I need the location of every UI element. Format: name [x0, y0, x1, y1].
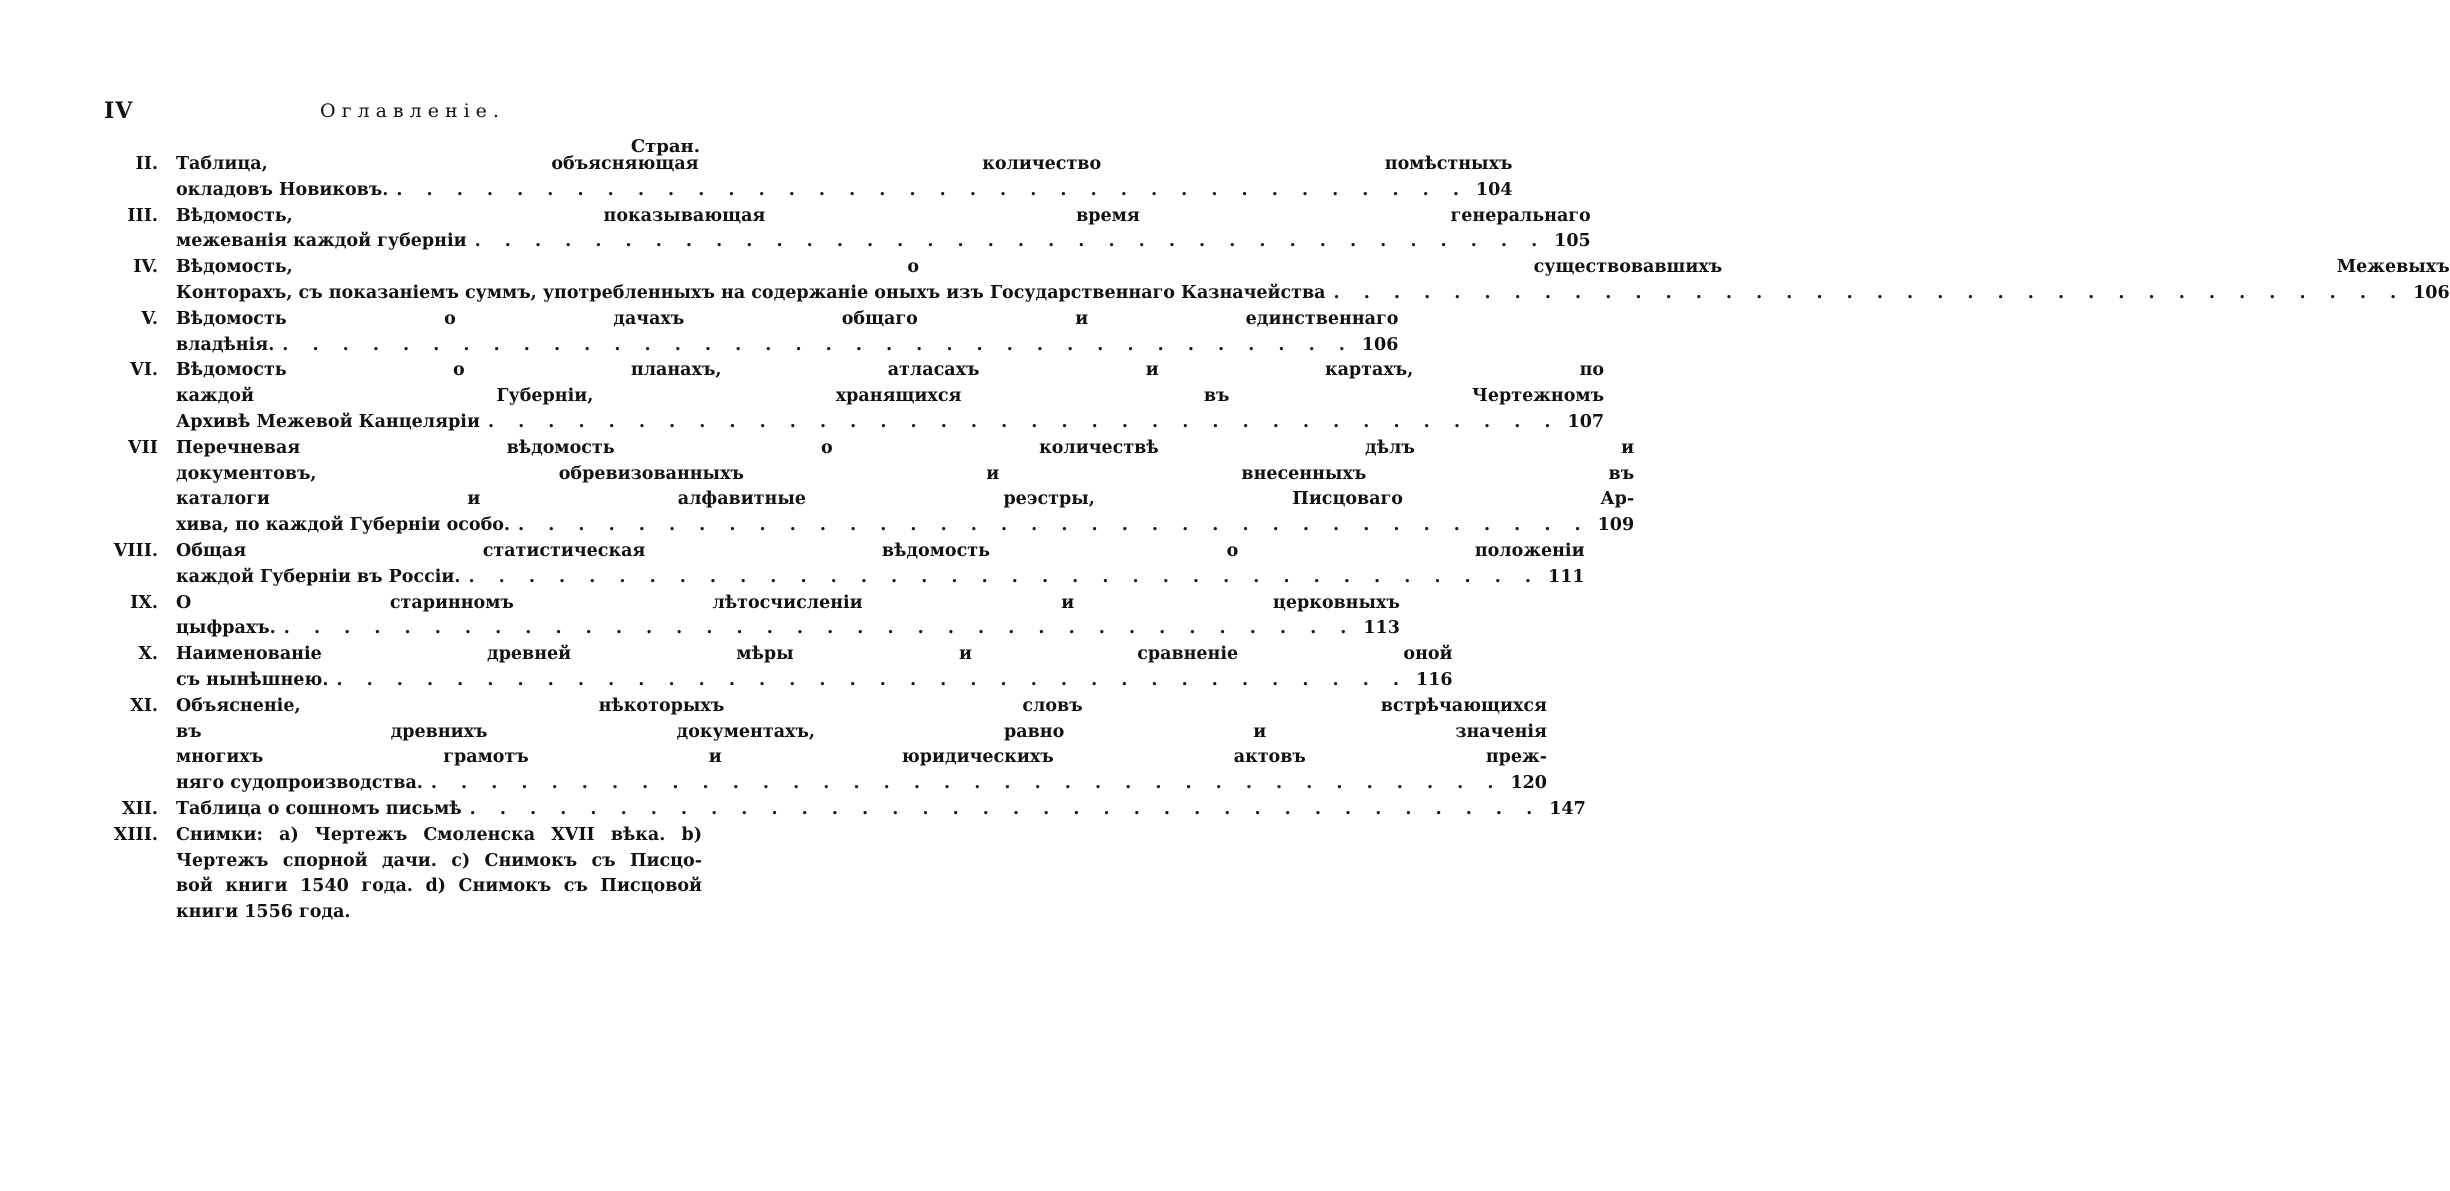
- entry-body: [176, 152, 1512, 204]
- entry-text: цыфрахъ.: [176, 618, 276, 639]
- entry-text-line: документовъ, обревизованныхъ и внесенныхъ въ: [176, 463, 1635, 484]
- entry-text: хива, по каждой Губерніи особо.: [176, 515, 511, 536]
- entry-text-line: многихъ грамотъ и юридическихъ актовъ преж-: [176, 747, 1547, 768]
- entry-number: XII.: [121, 798, 158, 819]
- entry-page-number: 104: [1475, 179, 1513, 200]
- toc-entry: [100, 642, 1453, 694]
- toc-entry: [100, 358, 1605, 435]
- entry-text-line: вой книги 1540 года. d) Снимокъ съ Писцовой: [176, 876, 702, 897]
- entry-number: IV.: [133, 257, 158, 278]
- entry-body: [176, 823, 702, 926]
- entry-text-line: Вѣдомость, показывающая время генеральнаго: [176, 205, 1591, 226]
- entry-body: [176, 358, 1604, 435]
- entry-text: Конторахъ, съ показаніемъ суммъ, употребленныхъ на содержаніе оныхъ изъ Государственнаго Казначейства: [176, 282, 1326, 303]
- entry-text: владѣнія.: [176, 334, 275, 355]
- entry-number: VIII.: [113, 540, 158, 561]
- entry-text-line: каждой Губерніи, хранящихся въ Чертежномъ: [176, 386, 1605, 407]
- page-column-label: Стран.: [630, 136, 700, 157]
- entry-page-number: 147: [1549, 798, 1586, 819]
- entry-text-line: Общая статистическая вѣдомость о положеніи: [176, 540, 1585, 561]
- entry-last-line: [176, 281, 2450, 307]
- entry-text: межеванія каждой губерніи: [176, 231, 467, 252]
- entry-last-line: [176, 668, 1453, 694]
- entry-body: [176, 307, 1398, 359]
- entry-page-number: 106: [1361, 334, 1399, 355]
- entry-text-line: Перечневая вѣдомость о количествѣ дѣлъ и: [176, 437, 1635, 458]
- entry-body: [176, 436, 1634, 539]
- entry-text: съ нынѣшнею.: [176, 669, 329, 690]
- dot-leader: . . . . . . . . . . . . . . . . . . . . . . . . . . . . . . . . . . . .: [282, 334, 1354, 355]
- entry-last-line: [176, 178, 1512, 204]
- dot-leader: . . . . . . . . . . . . . . . . . . . . . . . . . . . . . . . . . . . .: [396, 179, 1468, 200]
- entry-page-number: 105: [1554, 231, 1591, 252]
- dot-leader: . . . . . . . . . . . . . . . . . . . . . . . . . . . . . . . . . . . .: [474, 231, 1547, 252]
- toc-entry: [100, 591, 1400, 643]
- dot-leader: . . . . . . . . . . . . . . . . . . . . . . . . . . . . . . . . . . . .: [1333, 282, 2406, 303]
- dot-leader: . . . . . . . . . . . . . . . . . . . . . . . . . . . . . . . . . . . .: [468, 566, 1541, 587]
- entry-text-line: Наименованіе древней мѣры и сравненіе оной: [176, 644, 1453, 665]
- entry-last-line: [176, 229, 1591, 255]
- entry-body: [176, 642, 1453, 694]
- entry-body: [176, 591, 1400, 643]
- toc-entry: [100, 204, 1591, 256]
- entry-page-number: 107: [1567, 411, 1605, 432]
- entry-number: IX.: [130, 592, 158, 613]
- entry-text-line: Объясненіе, нѣкоторыхъ словъ встрѣчающихся: [176, 695, 1547, 716]
- entry-text: няго судопроизводства.: [176, 773, 423, 794]
- entry-text: Архивѣ Межевой Канцеляріи: [176, 411, 480, 432]
- entry-page-number: 120: [1510, 773, 1547, 794]
- entry-last-line: [176, 410, 1604, 436]
- entry-body: [176, 797, 1586, 823]
- dot-leader: . . . . . . . . . . . . . . . . . . . . . . . . . . . . . . . . . . . .: [430, 773, 1503, 794]
- page-number: IV: [104, 98, 134, 124]
- entry-last-line: [176, 616, 1400, 642]
- entry-page-number: 116: [1416, 669, 1453, 690]
- toc-entry: [100, 823, 702, 926]
- entry-text-line: книги 1556 года.: [176, 902, 351, 923]
- toc-entry: [100, 797, 1586, 823]
- entry-number: XIII.: [113, 824, 158, 845]
- entry-last-line: [176, 333, 1398, 359]
- entry-page-number: 111: [1548, 566, 1585, 587]
- toc-entry: [100, 539, 1585, 591]
- entry-text: каждой Губерніи въ Россіи.: [176, 566, 461, 587]
- entry-number: XI.: [130, 695, 158, 716]
- toc-entry: [100, 152, 1513, 204]
- entry-text-line: Чертежъ спорной дачи. c) Снимокъ съ Писцо-: [176, 850, 702, 871]
- entry-page-number: 106: [2413, 282, 2450, 303]
- entry-page-number: 109: [1597, 515, 1635, 536]
- toc-entry: [100, 307, 1399, 359]
- entry-number: II.: [135, 154, 158, 174]
- dot-leader: . . . . . . . . . . . . . . . . . . . . . . . . . . . . . . . . . . . .: [336, 669, 1409, 690]
- entry-body: [176, 255, 2450, 307]
- entry-last-line: [176, 513, 1634, 539]
- entry-text: Таблица о сошномъ письмѣ: [176, 798, 462, 819]
- dot-leader: . . . . . . . . . . . . . . . . . . . . . . . . . . . . . . . . . . . .: [283, 618, 1356, 639]
- entry-text-line: Таблица, объясняющая количество помѣстныхъ: [176, 154, 1513, 174]
- entry-body: [176, 694, 1547, 797]
- entry-last-line: [176, 565, 1585, 591]
- entry-last-line: [176, 771, 1547, 797]
- dot-leader: . . . . . . . . . . . . . . . . . . . . . . . . . . . . . . . . . . . .: [518, 515, 1590, 536]
- entry-number: VII: [128, 437, 158, 458]
- entry-number: VI.: [130, 360, 158, 381]
- entry-text-line: О старинномъ лѣтосчисленіи и церковныхъ: [176, 592, 1400, 613]
- entry-number: III.: [127, 205, 158, 226]
- dot-leader: . . . . . . . . . . . . . . . . . . . . . . . . . . . . . . . . . . . .: [487, 411, 1560, 432]
- entry-page-number: 113: [1363, 618, 1400, 639]
- toc-entry: [100, 255, 2450, 307]
- toc-entry: [100, 694, 1547, 797]
- entry-number: X.: [138, 644, 158, 665]
- entry-text-line: каталоги и алфавитные реэстры, Писцоваго Ар-: [176, 489, 1635, 510]
- entry-text-line: Вѣдомость о планахъ, атласахъ и картахъ, по: [176, 360, 1605, 381]
- dot-leader: . . . . . . . . . . . . . . . . . . . . . . . . . . . . . . . . . . . .: [469, 798, 1542, 819]
- entry-last-line: [176, 797, 1586, 823]
- toc-entry: [100, 436, 1635, 539]
- entry-body: [176, 539, 1585, 591]
- running-title: Оглавленіе.: [320, 100, 505, 122]
- entry-number: V.: [141, 308, 158, 329]
- entry-text-line: Вѣдомость о дачахъ общаго и единственнаго: [176, 308, 1399, 329]
- table-of-contents: [100, 152, 2450, 926]
- entry-text: окладовъ Новиковъ.: [176, 179, 389, 200]
- entry-body: [176, 204, 1591, 256]
- entry-text-line: въ древнихъ документахъ, равно и значенія: [176, 721, 1547, 742]
- entry-text-line: Вѣдомость, о существовавшихъ Межевыхъ: [176, 257, 2450, 278]
- entry-text-line: Снимки: a) Чертежъ Смоленска XVII вѣка. b): [176, 824, 702, 845]
